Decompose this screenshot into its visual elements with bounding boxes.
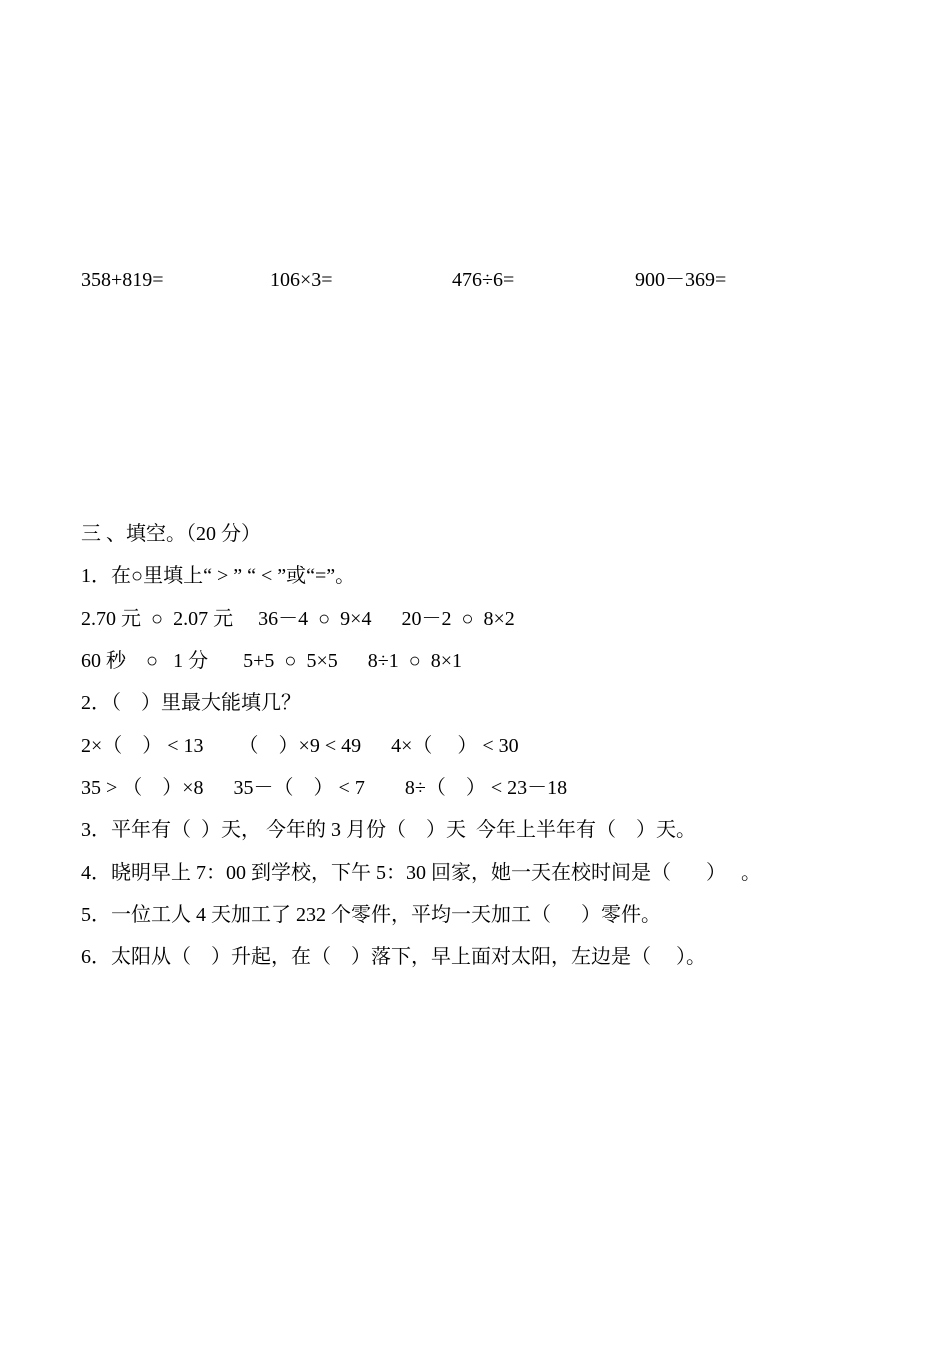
question-2-row-1: 2×（ ） < 13 （ ）×9 < 49 4×（ ） < 30 (81, 735, 519, 757)
question-5: 5．一位工人 4 天加工了 232 个零件，平均一天加工（ ）零件。 (81, 904, 661, 926)
question-1-row-2: 60 秒 ○ 1 分 5+5 ○ 5×5 8÷1 ○ 8×1 (81, 650, 463, 672)
question-6: 6．太阳从（ ）升起，在（ ）落下，早上面对太阳，左边是（ ）。 (81, 946, 706, 968)
calc-problem-4: 900－369= (635, 269, 727, 291)
question-1-row-1: 2.70 元 ○ 2.07 元 36－4 ○ 9×4 20－2 ○ 8×2 (81, 608, 515, 630)
question-2-row-2: 35 > （ ）×8 35－（ ） < 7 8÷（ ） < 23－18 (81, 777, 568, 799)
calc-problem-1: 358+819= (81, 269, 164, 291)
calc-problem-2: 106×3= (270, 269, 333, 291)
calc-problem-3: 476÷6= (452, 269, 515, 291)
section-heading: 三 、填空。（20 分） (81, 523, 261, 545)
question-4: 4．晓明早上 7：00 到学校，下午 5：30 回家，她一天在校时间是（ ） 。 (81, 862, 761, 884)
question-3: 3．平年有（ ）天， 今年的 3 月份（ ）天 今年上半年有（ ）天。 (81, 819, 696, 841)
question-2-prompt: 2．（ ）里最大能填几？ (81, 692, 301, 714)
question-1-prompt: 1．在○里填上“ > ” “ < ”或“=”。 (81, 565, 356, 587)
